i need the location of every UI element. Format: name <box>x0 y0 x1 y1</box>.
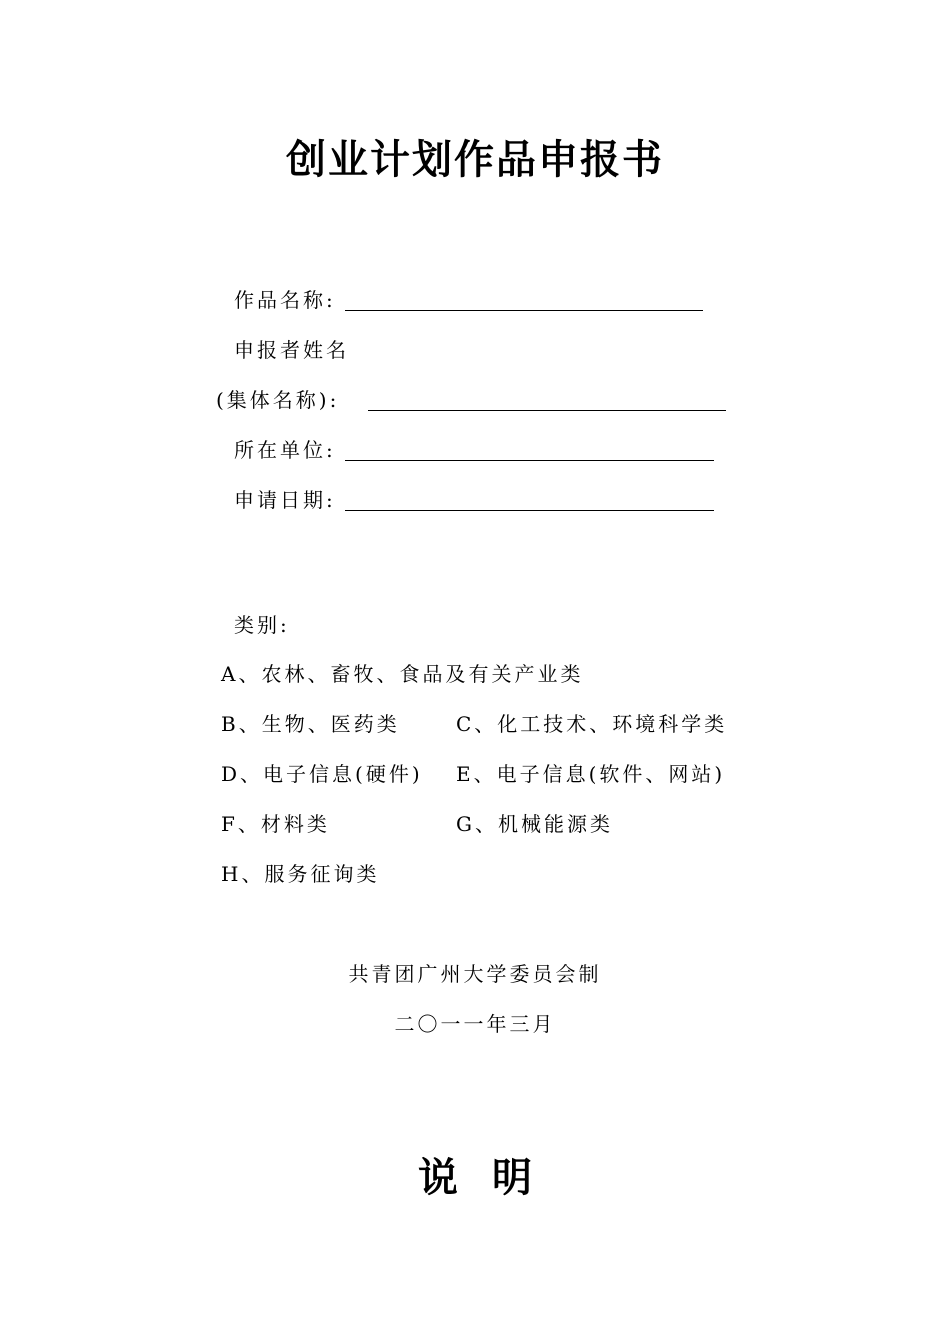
category-h: H、服务征询类 <box>221 862 380 886</box>
category-g: G、机械能源类 <box>456 812 613 836</box>
issue-date: 二〇一一年三月 <box>394 1012 556 1036</box>
category-a: A、农林、畜牧、食品及有关产业类 <box>221 662 584 686</box>
applicant-line[interactable] <box>368 410 726 411</box>
category-d: D、电子信息(硬件) <box>221 762 423 786</box>
category-c: C、化工技术、环境科学类 <box>456 712 728 736</box>
category-b: B、生物、医药类 <box>221 712 400 736</box>
category-heading: 类别: <box>234 613 290 637</box>
applicant-label-line2: (集体名称): <box>216 388 340 412</box>
unit-label: 所在单位: <box>234 438 336 462</box>
work-name-line[interactable] <box>345 310 703 311</box>
work-name-label: 作品名称: <box>234 288 336 312</box>
section-heading-explanation: 说 明 <box>418 1154 532 1201</box>
applicant-label-line1: 申报者姓名 <box>234 338 349 362</box>
date-label: 申请日期: <box>234 488 336 512</box>
issuer: 共青团广州大学委员会制 <box>348 962 602 986</box>
category-e: E、电子信息(软件、网站) <box>456 762 726 786</box>
unit-line[interactable] <box>345 460 714 461</box>
category-f: F、材料类 <box>221 812 330 836</box>
date-line[interactable] <box>345 510 714 511</box>
document-title: 创业计划作品申报书 <box>286 136 664 183</box>
